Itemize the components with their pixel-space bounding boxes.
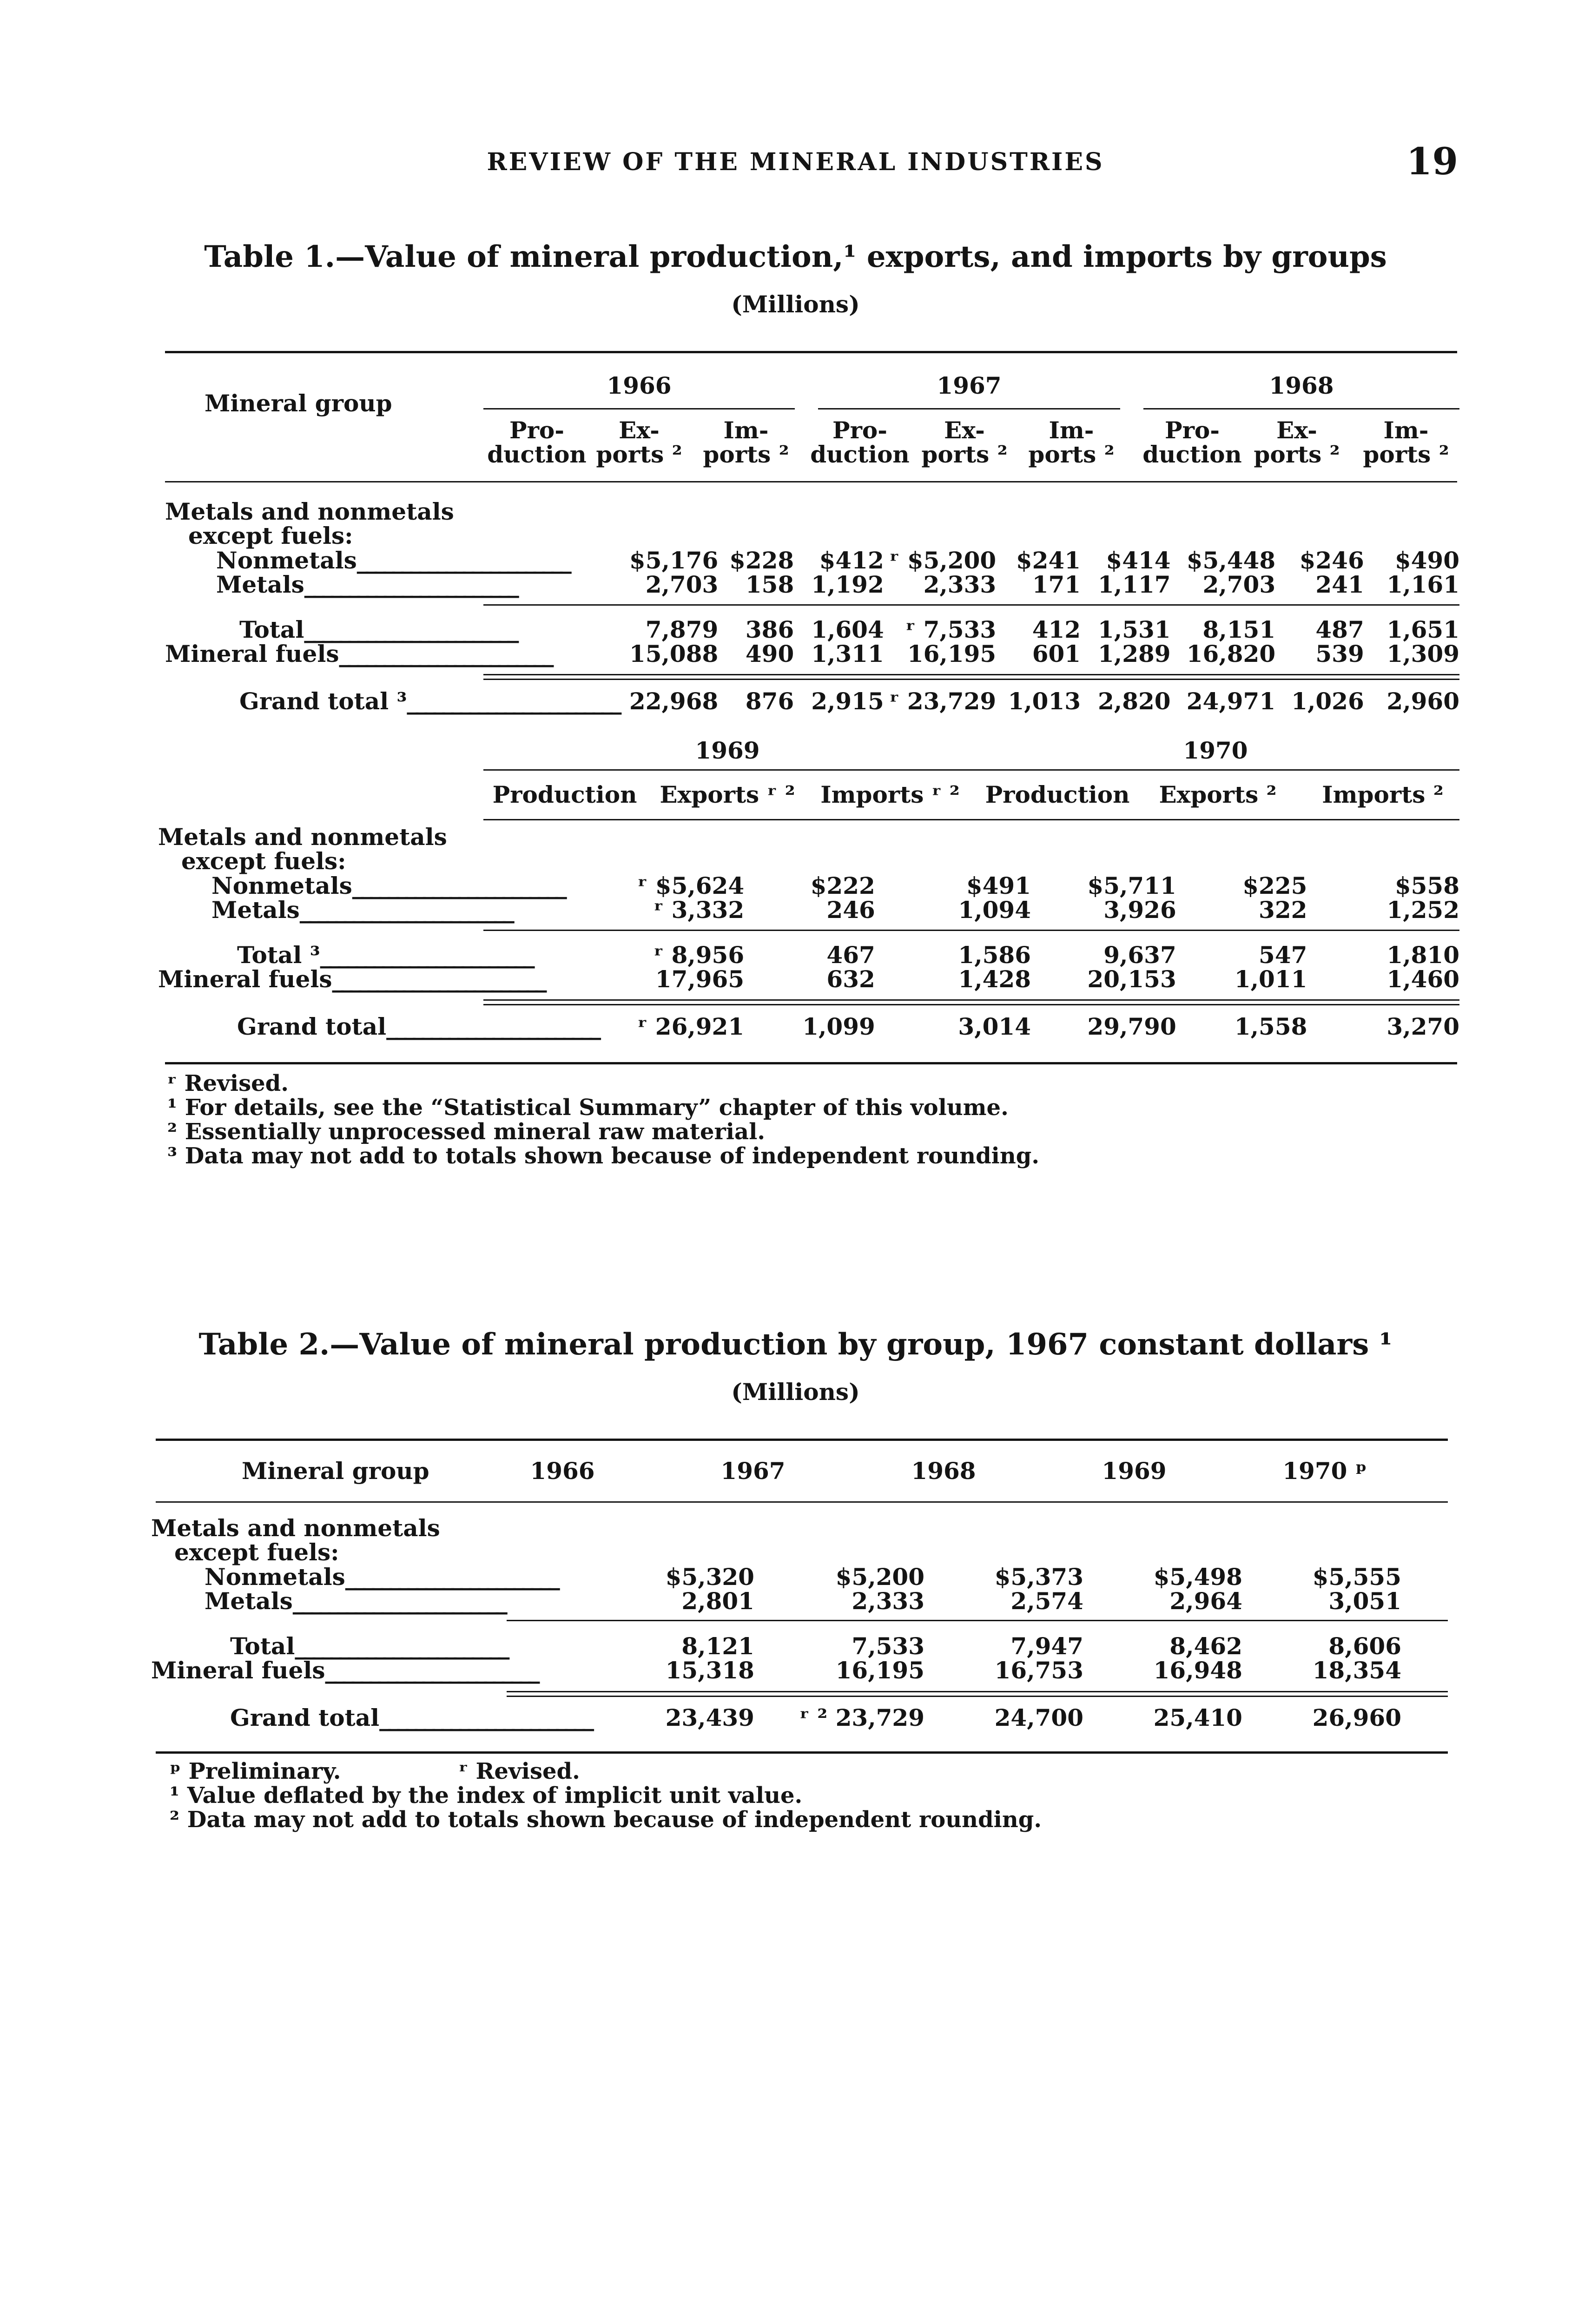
col-head: Pro- duction <box>487 416 587 468</box>
table1-year-rule <box>483 769 1459 771</box>
cell: $241 <box>1016 547 1081 574</box>
cell: 25,410 <box>1153 1704 1242 1731</box>
cell: 16,948 <box>1153 1657 1242 1684</box>
cell: ʳ 8,956 <box>654 941 745 969</box>
table1-unit: (Millions) <box>731 290 860 318</box>
cell: $5,320 <box>665 1563 754 1591</box>
page-number: 19 <box>1406 139 1458 183</box>
table2-footnotes <box>170 1759 1042 1832</box>
cell: 1,311 <box>811 640 884 667</box>
table-row <box>165 548 1459 573</box>
cell: 3,014 <box>958 1013 1031 1040</box>
grand-total-rule <box>507 1691 1448 1692</box>
table2-col-heads <box>493 1457 1450 1485</box>
cell: 1,026 <box>1291 687 1364 715</box>
table-row <box>165 689 1459 713</box>
cell: 1,586 <box>958 941 1031 969</box>
col-head: 1966 <box>530 1457 595 1485</box>
row-label: Total <box>230 1632 295 1660</box>
table2-row-header: Mineral group <box>242 1457 429 1485</box>
cell: 2,915 <box>811 687 884 715</box>
grand-total-rule <box>507 1696 1448 1697</box>
table-row <box>165 618 1459 642</box>
cell: 490 <box>745 640 794 667</box>
group-label-line: Metals and nonmetals <box>151 1514 440 1542</box>
row-label: Total <box>239 616 304 643</box>
cell: 2,960 <box>1386 687 1459 715</box>
cell: 1,099 <box>802 1013 875 1040</box>
row-label: Nonmetals <box>211 872 352 899</box>
col-head: Ex- ports ² <box>596 416 682 468</box>
footnote: ʳ Revised. <box>167 1070 289 1096</box>
cell: ʳ 26,921 <box>637 1013 745 1040</box>
cell: 2,964 <box>1169 1587 1242 1615</box>
cell: $225 <box>1242 872 1307 899</box>
row-label: Nonmetals <box>216 547 357 574</box>
cell: 1,651 <box>1386 616 1459 643</box>
cell: ʳ ² 23,729 <box>799 1704 924 1731</box>
table1-body-b <box>158 874 1459 1039</box>
row-label: Mineral fuels <box>151 1657 325 1684</box>
table1-year-1970: 1970 <box>1183 737 1248 764</box>
cell: 24,971 <box>1186 687 1276 715</box>
col-head: Exports ² <box>1159 781 1277 808</box>
table1-top-rule <box>165 351 1457 353</box>
cell: 8,151 <box>1202 616 1276 643</box>
cell: 26,960 <box>1312 1704 1401 1731</box>
cell: 1,460 <box>1386 965 1459 993</box>
table1-header-rule <box>165 481 1457 482</box>
cell: 16,753 <box>994 1657 1083 1684</box>
cell: 1,094 <box>958 896 1031 924</box>
col-head: 1970 ᵖ <box>1282 1457 1367 1485</box>
table1-year-1967: 1967 <box>937 372 1002 399</box>
cell: 1,117 <box>1098 571 1171 598</box>
cell: 1,289 <box>1098 640 1171 667</box>
table1-group-label-b <box>158 825 447 873</box>
col-head: 1968 <box>911 1457 976 1485</box>
cell: ʳ $5,200 <box>889 547 997 574</box>
row-label: Metals <box>216 571 304 598</box>
cell: 1,011 <box>1234 965 1307 993</box>
table-row <box>158 874 1459 898</box>
cell: $491 <box>966 872 1031 899</box>
cell: 2,703 <box>1202 571 1276 598</box>
table1-footnotes <box>167 1071 1039 1168</box>
table2-unit: (Millions) <box>731 1378 860 1406</box>
col-head: Imports ʳ ² <box>820 781 960 808</box>
footnote: ¹ Value deflated by the index of implicit unit value. <box>170 1783 803 1809</box>
footnote: ³ Data may not add to totals shown because of independent rounding. <box>167 1143 1040 1169</box>
table-row <box>158 967 1459 991</box>
cell: 29,790 <box>1087 1013 1176 1040</box>
cell: 2,333 <box>923 571 997 598</box>
group-label-line: except fuels: <box>181 847 346 875</box>
cell: $5,498 <box>1153 1563 1242 1591</box>
grand-total-rule <box>483 1004 1459 1005</box>
cell: 2,333 <box>852 1587 924 1615</box>
footnote: ¹ For details, see the “Statistical Summary” chapter of this volume. <box>167 1095 1009 1121</box>
table1-year-rule <box>483 408 795 409</box>
cell: 412 <box>1032 616 1081 643</box>
col-head: Production <box>492 781 637 808</box>
cell: 16,820 <box>1186 640 1276 667</box>
cell: 601 <box>1032 640 1081 667</box>
cell: 386 <box>745 616 794 643</box>
row-label: Grand total <box>230 1704 380 1731</box>
table1-title: Table 1.—Value of mineral production,¹ exports, and imports by groups <box>204 239 1387 274</box>
col-head: 1969 <box>1102 1457 1167 1485</box>
cell: 1,604 <box>811 616 884 643</box>
cell: $5,200 <box>835 1563 924 1591</box>
row-label: Metals <box>211 896 300 924</box>
cell: $5,176 <box>629 547 719 574</box>
group-label-line: Metals and nonmetals <box>165 498 454 525</box>
table1-header-rule <box>483 819 1459 820</box>
cell: 467 <box>826 941 875 969</box>
cell: 1,810 <box>1386 941 1459 969</box>
col-head: Imports ² <box>1322 781 1444 808</box>
table-row <box>151 1589 1401 1613</box>
table2-header-rule <box>156 1501 1448 1503</box>
table-row <box>151 1658 1401 1683</box>
table1-row-header: Mineral group <box>205 390 392 417</box>
table2-top-rule <box>156 1439 1448 1441</box>
cell: $5,711 <box>1087 872 1176 899</box>
cell: ʳ 7,533 <box>905 616 997 643</box>
row-label: Grand total ³ <box>239 687 407 715</box>
table-row <box>151 1634 1401 1658</box>
cell: $412 <box>819 547 884 574</box>
cell: 171 <box>1032 571 1081 598</box>
row-label: Total ³ <box>237 941 320 969</box>
table-row <box>158 1015 1459 1039</box>
cell: 632 <box>826 965 875 993</box>
cell: 1,161 <box>1386 571 1459 598</box>
col-head: Pro- duction <box>1142 416 1242 468</box>
cell: 241 <box>1315 571 1364 598</box>
cell: 3,926 <box>1103 896 1176 924</box>
grand-total-rule <box>483 674 1459 675</box>
table-row <box>165 642 1459 666</box>
cell: 7,947 <box>1010 1632 1083 1660</box>
cell: 8,462 <box>1169 1632 1242 1660</box>
cell: 1,558 <box>1234 1013 1307 1040</box>
table1-col-heads-a <box>483 418 1459 474</box>
cell: 16,195 <box>907 640 997 667</box>
cell: 3,051 <box>1328 1587 1401 1615</box>
cell: 8,606 <box>1328 1632 1401 1660</box>
table1-year-1969: 1969 <box>695 737 760 764</box>
table-row <box>158 898 1459 922</box>
cell: 487 <box>1315 616 1364 643</box>
group-label-line: Metals and nonmetals <box>158 823 447 851</box>
cell: 7,879 <box>645 616 719 643</box>
table1-year-1968: 1968 <box>1269 372 1334 399</box>
col-head: Im- ports ² <box>1363 416 1449 468</box>
cell: 246 <box>826 896 875 924</box>
cell: 16,195 <box>835 1657 924 1684</box>
row-label: Mineral fuels <box>165 640 339 667</box>
cell: $222 <box>810 872 875 899</box>
cell: $228 <box>729 547 794 574</box>
cell: 1,013 <box>1008 687 1081 715</box>
cell: ʳ 23,729 <box>889 687 997 715</box>
col-head: Ex- ports ² <box>921 416 1008 468</box>
group-label-line: except fuels: <box>174 1538 339 1566</box>
footnote: ² Data may not add to totals shown because of independent rounding. <box>170 1807 1042 1833</box>
cell: $246 <box>1299 547 1364 574</box>
cell: 8,121 <box>681 1632 754 1660</box>
grand-total-rule <box>483 679 1459 680</box>
cell: 24,700 <box>994 1704 1083 1731</box>
cell: $5,555 <box>1312 1563 1401 1591</box>
col-head: Pro- duction <box>810 416 910 468</box>
col-head: Ex- ports ² <box>1254 416 1340 468</box>
table2-bottom-rule <box>156 1751 1448 1754</box>
cell: $558 <box>1394 872 1459 899</box>
table2-group-label <box>151 1516 440 1565</box>
cell: $414 <box>1106 547 1171 574</box>
col-head: Exports ʳ ² <box>660 781 795 808</box>
running-head: REVIEW OF THE MINERAL INDUSTRIES <box>487 148 1104 176</box>
cell: 2,703 <box>645 571 719 598</box>
cell: 2,820 <box>1098 687 1171 715</box>
cell: 17,965 <box>655 965 745 993</box>
col-head: Im- ports ² <box>703 416 789 468</box>
table1-body-a <box>165 548 1459 713</box>
table2-body <box>151 1565 1401 1730</box>
col-head: Im- ports ² <box>1028 416 1115 468</box>
table-row <box>158 943 1459 967</box>
footnote: ² Essentially unprocessed mineral raw material. <box>167 1119 766 1145</box>
table1-year-rule <box>1143 408 1459 409</box>
cell: 23,439 <box>665 1704 754 1731</box>
total-rule <box>483 604 1459 606</box>
total-rule <box>483 930 1459 931</box>
total-rule <box>507 1620 1448 1621</box>
table1-bottom-rule <box>165 1062 1457 1064</box>
footnote: ʳ Revised. <box>458 1758 580 1784</box>
cell: 3,270 <box>1386 1013 1459 1040</box>
cell: 2,574 <box>1010 1587 1083 1615</box>
row-label: Grand total <box>237 1013 387 1040</box>
grand-total-rule <box>483 999 1459 1001</box>
table-row <box>151 1565 1401 1589</box>
cell: 20,153 <box>1087 965 1176 993</box>
table-row <box>151 1706 1401 1730</box>
cell: $5,448 <box>1186 547 1276 574</box>
table1-col-heads-b <box>483 781 1459 809</box>
row-label: Mineral fuels <box>158 965 332 993</box>
cell: 158 <box>745 571 794 598</box>
group-label-line: except fuels: <box>188 522 353 549</box>
cell: ʳ $5,624 <box>637 872 745 899</box>
footnote: ᵖ Preliminary. <box>170 1758 341 1784</box>
cell: 1,531 <box>1098 616 1171 643</box>
cell: $490 <box>1394 547 1459 574</box>
table2-title: Table 2.—Value of mineral production by group, 1967 constant dollars ¹ <box>198 1327 1393 1362</box>
cell: 547 <box>1259 941 1307 969</box>
cell: 2,801 <box>681 1587 754 1615</box>
cell: 15,318 <box>665 1657 754 1684</box>
table1-year-1966: 1966 <box>607 372 672 399</box>
cell: 18,354 <box>1312 1657 1401 1684</box>
row-label: Nonmetals <box>205 1563 345 1591</box>
cell: ʳ 3,332 <box>654 896 745 924</box>
cell: 1,252 <box>1386 896 1459 924</box>
table-row <box>165 573 1459 597</box>
cell: 1,309 <box>1386 640 1459 667</box>
col-head: Production <box>985 781 1130 808</box>
table1-year-rule <box>818 408 1120 409</box>
cell: 22,968 <box>629 687 719 715</box>
row-label: Metals <box>205 1587 293 1615</box>
cell: 539 <box>1315 640 1364 667</box>
cell: $5,373 <box>994 1563 1083 1591</box>
table1-group-label <box>165 500 454 548</box>
cell: 9,637 <box>1103 941 1176 969</box>
cell: 1,192 <box>811 571 884 598</box>
cell: 1,428 <box>958 965 1031 993</box>
cell: 876 <box>745 687 794 715</box>
cell: 7,533 <box>852 1632 924 1660</box>
cell: 15,088 <box>629 640 719 667</box>
col-head: 1967 <box>720 1457 786 1485</box>
cell: 322 <box>1259 896 1307 924</box>
